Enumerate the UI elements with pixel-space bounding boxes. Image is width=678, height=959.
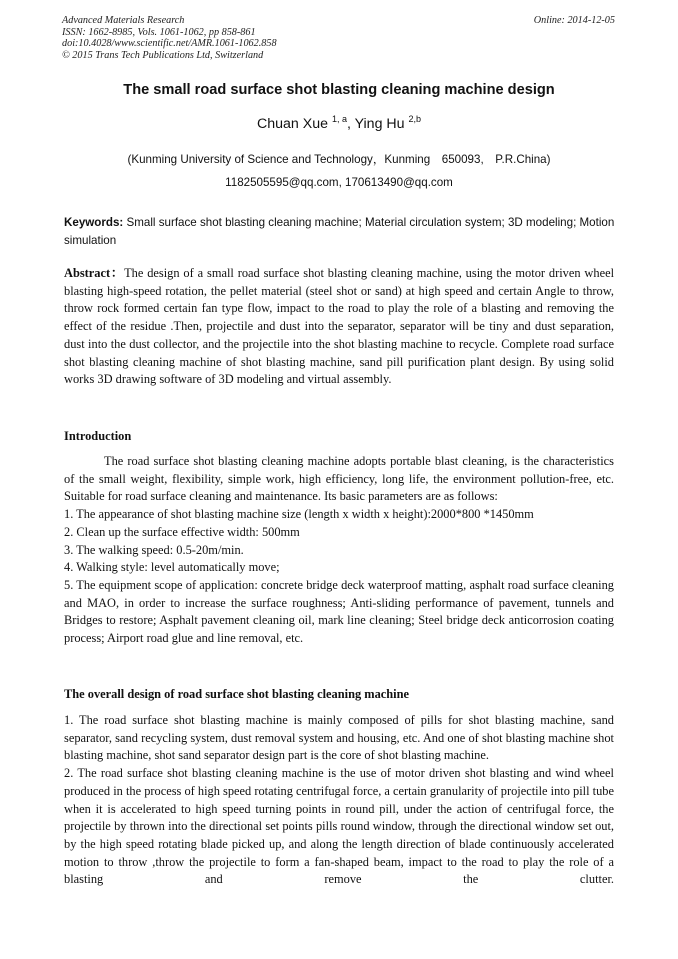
abstract-label: Abstract： [64, 266, 125, 280]
author-name: Chuan Xue [256, 116, 328, 132]
author-affiliation-mark: 2,b [408, 114, 422, 124]
journal-header [62, 15, 615, 61]
author-separator: , [346, 116, 355, 132]
author-emails: 1182505595@qq.com, 170613490@qq.com [225, 176, 453, 189]
affiliation: (Kunming University of Science and Technology，Kunming 650093, P.R.China) [127, 153, 551, 166]
introduction-paragraph: The road surface shot blasting cleaning machine adopts portable blast cleaning, is the characteristics of the small weight, flexibility, simple work, high efficiency, long life, the environment pollution-free, etc. Suitable for road surface cleaning and maintenance. Its basic parameters are as follows: [64, 454, 614, 504]
doi-line: doi:10.4028/www.scientific.net/AMR.1061-1062.858 [62, 38, 277, 49]
parameter-item: 3. The walking speed: 0.5-20m/min. [64, 542, 244, 557]
journal-name: Advanced Materials Research [62, 15, 185, 26]
abstract [64, 265, 614, 389]
abstract-text: The design of a small road surface shot blasting cleaning machine, using the motor driven wheel blasting high-speed rotation, the pellet material (steel shot or sand) at high speed and certain Angle to throw, throw rock formed certain fan type flow, impact to the road to play the role of a blasting and removing the effect of the residue .Then, projectile and dust into the separator, separator will be tiny and dust separation, dust into the dust collector, and the projectile into the shot blasting machine to recycle. Complete road surface shot blasting cleaning machine of shot blasting machine, sand pill purification plant design. By using solid works 3D drawing software of 3D modeling and virtual assembly. [64, 266, 615, 387]
introduction-section [64, 453, 614, 648]
overall-design-heading: The overall design of road surface shot blasting cleaning machine [64, 687, 409, 701]
author-line [0, 116, 678, 132]
copyright-line: © 2015 Trans Tech Publications Ltd, Switzerland [62, 49, 264, 61]
keywords-label: Keywords: [64, 216, 124, 229]
design-item: 2. The road surface shot blasting cleaning machine is the use of motor driven shot blasting and wind wheel produced in the process of high speed rotating centrifugal force, a certain granularity of projectile into pill tube when it is accelerated to high speed turning points in round pill, under the action of centrifugal force, the projectile by thrown into the directional set points pills round window, through the directional window set out, by the high speed rotating blade picked up, and along the length direction of blade continuously accelerated motion to throw ,throw the projectile to form a fan-shaped beam, impact to the road to play the role of a blasting and remove the clutter. [64, 766, 614, 887]
issn-line: ISSN: 1662-8985, Vols. 1061-1062, pp 858-861 [62, 26, 256, 38]
author-affiliation-mark: 1, a [331, 114, 347, 124]
parameter-item: 4. Walking style: level automatically move; [64, 560, 280, 575]
online-date: Online: 2014-12-05 [533, 15, 615, 26]
parameter-item: 2. Clean up the surface effective width: 500mm [64, 524, 300, 539]
parameter-item: 5. The equipment scope of application: concrete bridge deck waterproof matting, asphalt road surface cleaning and MAO, in order to increase the surface roughness; Anti-sliding performance of pavement, tunnels and Bridges to restore; Asphalt pavement cleaning oil, mark line cleaning; Steel bridge deck anticorrosion coating process; Airport road glue and line removal, etc. [64, 577, 614, 646]
overall-design-section [64, 712, 614, 889]
design-item: 1. The road surface shot blasting machine is mainly composed of pills for shot blasting machine, sand separator, sand recycling system, dust removal system and housing, etc. And one of shot blasting machine shot blasting machine, shot sand separator design part is the core of shot blasting machine. [64, 713, 614, 763]
parameter-item: 1. The appearance of shot blasting machine size (length x width x height):2000*800 *1450mm [64, 507, 534, 522]
author-name: Ying Hu [354, 116, 405, 132]
introduction-heading: Introduction [64, 429, 132, 443]
keywords-text: Small surface shot blasting cleaning machine; Material circulation system; 3D modeling; Motion simulation [64, 216, 615, 247]
paper-title: The small road surface shot blasting cleaning machine design [123, 82, 555, 98]
keywords [64, 214, 617, 250]
